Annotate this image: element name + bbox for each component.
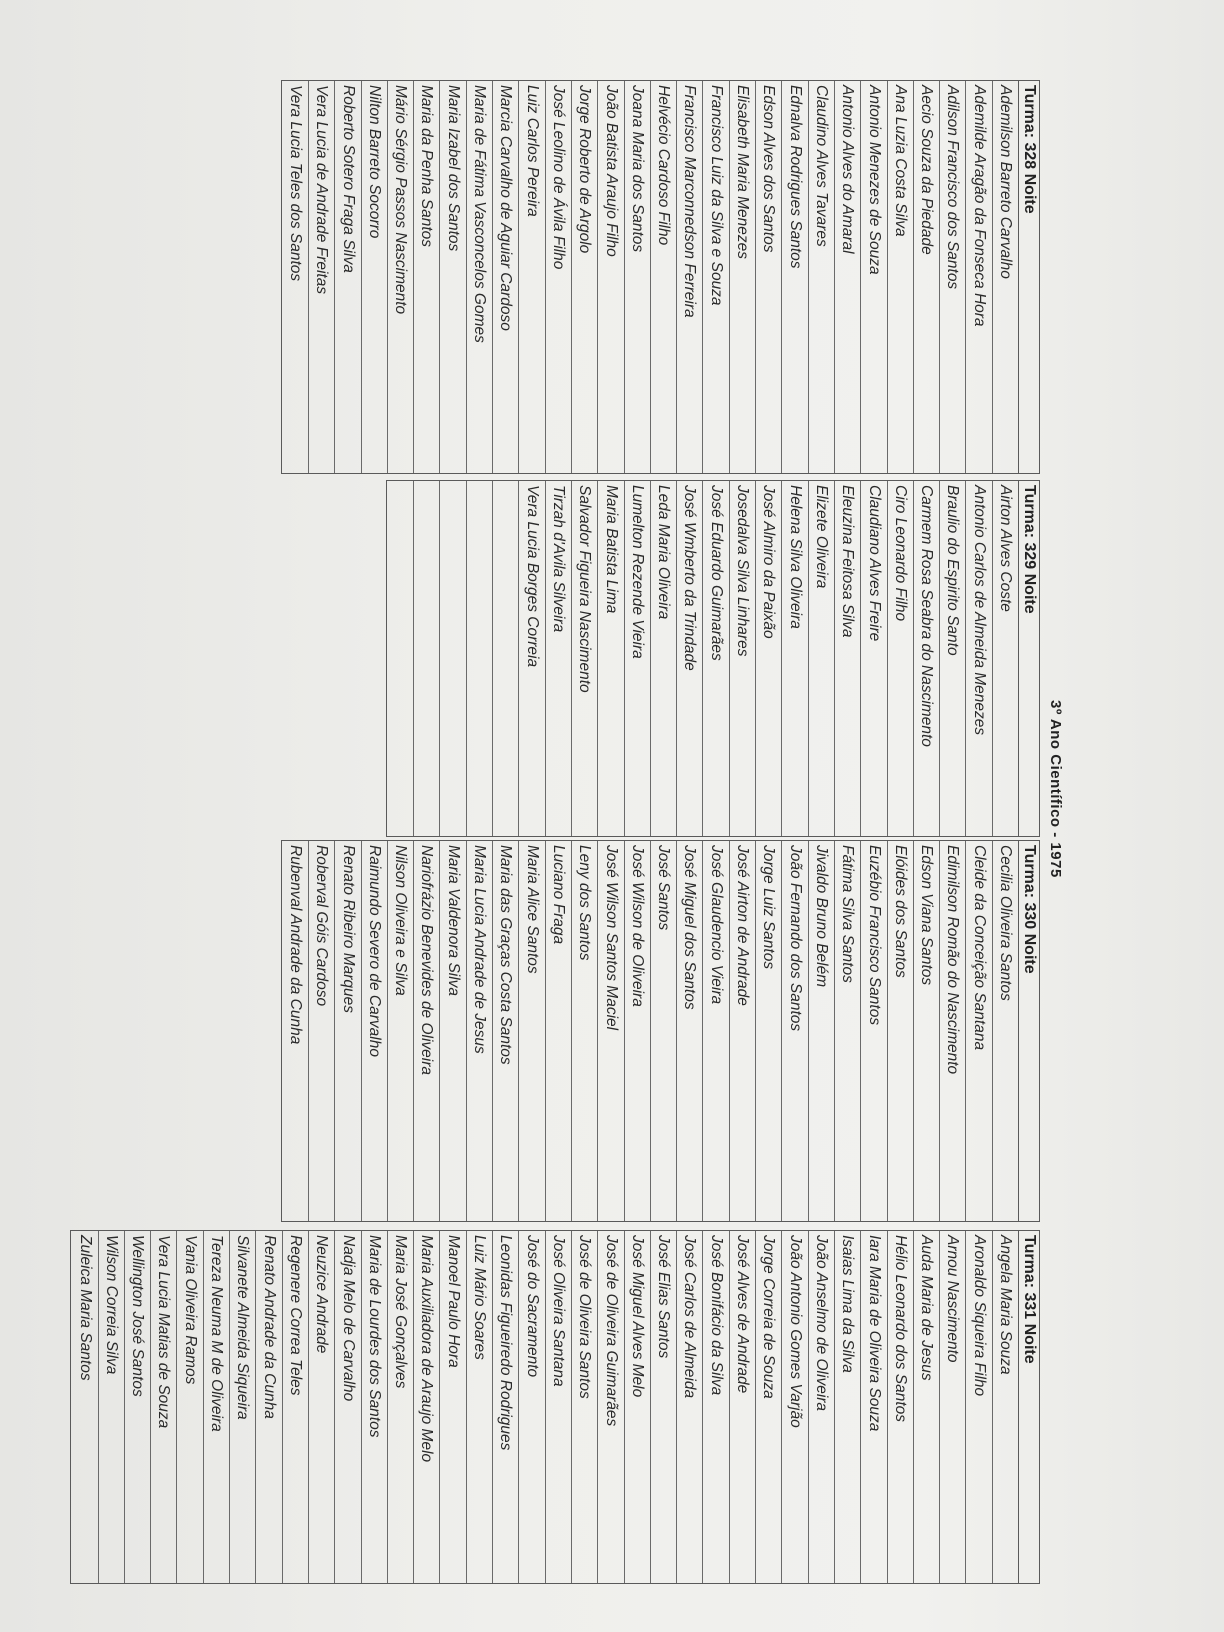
student-name-row: Airton Alves Coste xyxy=(992,481,1018,836)
student-name-row: Helvécio Cardoso Filho xyxy=(650,81,676,473)
student-name-row: Ciro Leonardo Filho xyxy=(887,481,913,836)
student-name-row: Leda Maria Oliveira xyxy=(650,481,676,836)
student-name-row: Vania Oliveira Ramos xyxy=(177,1231,203,1583)
student-name-row: Rubenval Andrade da Cunha xyxy=(286,845,304,1045)
student-name-row: Vera Lucia Borges Correia xyxy=(518,481,544,836)
student-name-row: Maria Lucia Andrade de Jesus xyxy=(466,841,492,1221)
student-name-row: Raimundo Severo de Carvalho xyxy=(361,841,387,1221)
student-name-row: Nilson Oliveira e Silva xyxy=(387,841,413,1221)
student-name-row: Vera Lucia de Andrade Freitas xyxy=(308,81,334,473)
student-name-row: Josedalva Silva Linhares xyxy=(729,481,755,836)
student-name-row: Salvador Figueira Nascimento xyxy=(571,481,597,836)
student-name-row: Antonio Alves do Amaral xyxy=(834,81,860,473)
student-name-row: Helena Silva Oliveira xyxy=(781,481,807,836)
turma-330-table xyxy=(281,840,1040,1222)
empty-row xyxy=(439,481,465,836)
student-name-row: Maria de Lourdes dos Santos xyxy=(361,1231,387,1583)
student-name-row: Maria de Fátima Vasconcelos Gomes xyxy=(466,81,492,473)
empty-row xyxy=(492,481,518,836)
student-name-row: Isaias Lima da Silva xyxy=(834,1231,860,1583)
student-name-row: José do Sacramento xyxy=(518,1231,544,1583)
student-name-row: Edson Alves dos Santos xyxy=(755,81,781,473)
student-name-row: Luciano Fraga xyxy=(545,841,571,1221)
turma-329-rows xyxy=(387,481,1018,836)
student-name-row: Zuleica Maria Santos xyxy=(76,1235,94,1381)
student-name-row: Joana Maria dos Santos xyxy=(624,81,650,473)
student-name-row: Maria José Gonçalves xyxy=(387,1231,413,1583)
student-name-row: Edimilson Romão do Nascimento xyxy=(939,841,965,1221)
student-name-row: Renato Ribeiro Marques xyxy=(334,841,360,1221)
student-name-row: João Fernando dos Santos xyxy=(781,841,807,1221)
student-name-row: Lumelton Rezende Vieira xyxy=(624,481,650,836)
turma-331-header: Turma: 331 Noite xyxy=(1018,1231,1039,1583)
student-name-row: Maria Izabel dos Santos xyxy=(439,81,465,473)
student-name-row: Jorge Luiz Santos xyxy=(755,841,781,1221)
student-name-row: João Batista Araujo Filho xyxy=(597,81,623,473)
student-name-row: Elóides dos Santos xyxy=(887,841,913,1221)
student-name-row: Roberto Sotero Fraga Silva xyxy=(334,81,360,473)
turma-330-rows xyxy=(282,841,1018,1221)
student-name-row: Tereza Neuma M de Oliveira xyxy=(203,1231,229,1583)
student-name-row: Ademilde Aragão da Fonseca Hora xyxy=(965,81,991,473)
turma-329-table xyxy=(386,480,1040,837)
student-name-row: Eleuzina Feitosa Silva xyxy=(834,481,860,836)
student-name-row: Aronaldo Siqueira Filho xyxy=(965,1231,991,1583)
turma-328-table xyxy=(281,80,1040,474)
student-name-row: Edson Viana Santos xyxy=(913,841,939,1221)
student-name-row: José Miguel Alves Melo xyxy=(624,1231,650,1583)
student-name-row: Claudino Alves Tavares xyxy=(808,81,834,473)
student-name-row: José Oliveira Santana xyxy=(545,1231,571,1583)
student-name-row: José Almiro da Paixão xyxy=(755,481,781,836)
student-name-row: Marcia Carvalho de Aguiar Cardoso xyxy=(492,81,518,473)
student-name-row: José de Oliveira Guimarães xyxy=(597,1231,623,1583)
student-name-row: Hélio Leonardo dos Santos xyxy=(887,1231,913,1583)
student-name-row: José Santos xyxy=(650,841,676,1221)
student-name-row: Roberval Góis Cardoso xyxy=(308,841,334,1221)
student-name-row: Jorge Roberto de Argolo xyxy=(571,81,597,473)
student-name-row: Euzébio Francisco Santos xyxy=(860,841,886,1221)
student-name-row: Ednalva Rodrigues Santos xyxy=(781,81,807,473)
student-name-row: Leonidas Figueiredo Rodrigues xyxy=(492,1231,518,1583)
student-name-row: José Wilson Santos Maciel xyxy=(597,841,623,1221)
student-name-row: Maria Auxiliadora de Araujo Melo xyxy=(413,1231,439,1583)
student-name-row: Jivaldo Bruno Belém xyxy=(808,841,834,1221)
student-name-row: Vera Lucia Teles dos Santos xyxy=(286,85,304,282)
turma-329-header: Turma: 329 Noite xyxy=(1018,481,1039,836)
student-name-row: José Miguel dos Santos xyxy=(676,841,702,1221)
student-name-row: Claudiano Alves Freire xyxy=(860,481,886,836)
student-name-row: José Airton de Andrade xyxy=(729,841,755,1221)
student-name-row: João Antonio Gomes Varjão xyxy=(781,1231,807,1583)
student-name-row: Maria Valdenora Silva xyxy=(439,841,465,1221)
student-name-row: José Leolino de Ávila Filho xyxy=(545,81,571,473)
student-name-row: Arnou Nascimento xyxy=(939,1231,965,1583)
student-name-row: Neuzice Andrade xyxy=(308,1231,334,1583)
student-name-row: Nariofrázio Benevides de Oliveira xyxy=(413,841,439,1221)
student-name-row: Fátima Silva Santos xyxy=(834,841,860,1221)
student-name-row: Regenere Correa Teles xyxy=(282,1231,308,1583)
turma-331-rows xyxy=(71,1231,1018,1583)
student-name-row: João Anselmo de Oliveira xyxy=(808,1231,834,1583)
student-name-row: Angela Maria Souza xyxy=(992,1231,1018,1583)
student-name-row: Renato Andrade da Cunha xyxy=(255,1231,281,1583)
student-name-row: Vera Lucia Matias de Souza xyxy=(150,1231,176,1583)
student-name-row: Manoel Paulo Hora xyxy=(439,1231,465,1583)
student-name-row: Iara Maria de Oliveira Souza xyxy=(860,1231,886,1583)
student-name-row: Auda Maria de Jesus xyxy=(913,1231,939,1583)
student-name-row: José Glaudencio Vieira xyxy=(702,841,728,1221)
student-name-row: Cleide da Conceição Santana xyxy=(965,841,991,1221)
student-name-row: Ademilson Barreto Carvalho xyxy=(992,81,1018,473)
empty-row xyxy=(387,481,413,836)
student-name-row: Aecio Souza da Piedade xyxy=(913,81,939,473)
student-name-row: Antonio Menezes de Souza xyxy=(860,81,886,473)
student-name-row: Jorge Correia de Souza xyxy=(755,1231,781,1583)
student-name-row: Maria da Penha Santos xyxy=(413,81,439,473)
student-name-row: Francisco Luiz da Silva e Souza xyxy=(702,81,728,473)
student-name-row: José Elias Santos xyxy=(650,1231,676,1583)
student-name-row: Adilson Francisco dos Santos xyxy=(939,81,965,473)
student-name-row: Wellington José Santos xyxy=(124,1231,150,1583)
student-name-row: José Wilson de Oliveira xyxy=(624,841,650,1221)
student-name-row: Mário Sérgio Passos Nascimento xyxy=(387,81,413,473)
student-name-row: José Alves de Andrade xyxy=(729,1231,755,1583)
document-title: 3º Ano Científico - 1975 xyxy=(1047,700,1064,878)
student-name-row: Ana Luzia Costa Silva xyxy=(887,81,913,473)
student-name-row: Maria Alice Santos xyxy=(518,841,544,1221)
student-name-row: Francisco Marconnedson Ferreira xyxy=(676,81,702,473)
student-name-row: Luiz Carlos Pereira xyxy=(518,81,544,473)
student-name-row: Braulio do Espirito Santo xyxy=(939,481,965,836)
student-name-row: Elizete Oliveira xyxy=(808,481,834,836)
student-name-row: Maria Batista Lima xyxy=(597,481,623,836)
student-name-row: Silvanete Almeida Siqueira xyxy=(229,1231,255,1583)
student-name-row: Maria das Graças Costa Santos xyxy=(492,841,518,1221)
turma-331-table xyxy=(70,1230,1040,1584)
empty-row xyxy=(466,481,492,836)
student-name-row: José Eduardo Guimarães xyxy=(702,481,728,836)
student-name-row: Wilson Correia Silva xyxy=(98,1231,124,1583)
student-name-row: Tirzah d'Avila Silveira xyxy=(545,481,571,836)
turma-328-rows xyxy=(282,81,1018,473)
student-name-row: Nadja Melo de Carvalho xyxy=(334,1231,360,1583)
student-name-row: Antonio Carlos de Almeida Menezes xyxy=(965,481,991,836)
empty-row xyxy=(413,481,439,836)
student-name-row: Cecilia Oliveira Santos xyxy=(992,841,1018,1221)
student-name-row: Nilton Barreto Socorro xyxy=(361,81,387,473)
student-name-row: Leny dos Santos xyxy=(571,841,597,1221)
student-name-row: José Bonifácio da Silva xyxy=(702,1231,728,1583)
student-name-row: José Wmberto da Trindade xyxy=(676,481,702,836)
turma-328-header: Turma: 328 Noite xyxy=(1018,81,1039,473)
student-name-row: José Carlos de Almeida xyxy=(676,1231,702,1583)
student-name-row: Carmem Rosa Seabra do Nascimento xyxy=(913,481,939,836)
student-name-row: José de Oliveira Santos xyxy=(571,1231,597,1583)
turma-330-header: Turma: 330 Noite xyxy=(1018,841,1039,1221)
student-name-row: Luiz Mário Soares xyxy=(466,1231,492,1583)
student-name-row: Elisabeth Maria Menezes xyxy=(729,81,755,473)
